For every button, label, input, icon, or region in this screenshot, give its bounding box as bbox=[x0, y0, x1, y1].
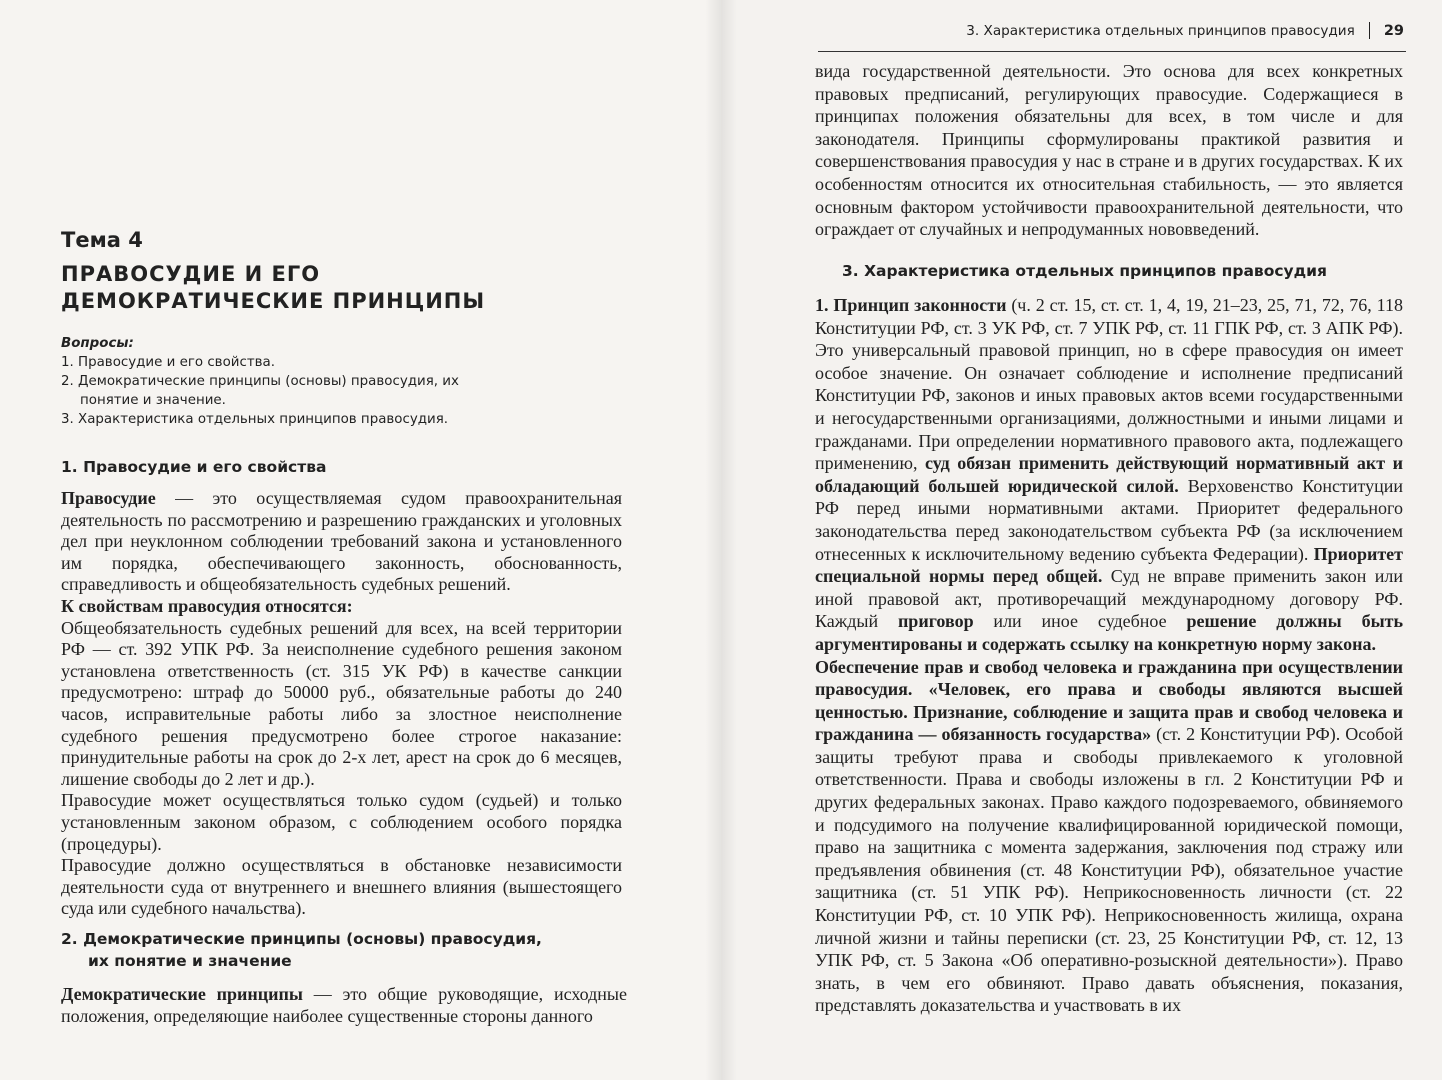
left-body-section-2 bbox=[61, 984, 627, 1027]
topic-label: Тема 4 bbox=[61, 228, 143, 252]
term-bold: Приоритет специальной нормы перед общей. bbox=[815, 543, 1403, 587]
page-number: 29 bbox=[1383, 22, 1404, 39]
right-body-section-3 bbox=[815, 294, 1403, 1017]
paragraph bbox=[815, 656, 1403, 1018]
term-bold: К свойствам правосудия относятся: bbox=[61, 595, 353, 616]
paragraph-text: Суд не вправе применить закон или иной правовой акт, противоречащий международному договору РФ. Каждый bbox=[815, 566, 1403, 632]
questions-label: Вопросы: bbox=[61, 336, 134, 351]
right-body-continuation bbox=[815, 60, 1403, 241]
paragraph-text: (ч. 2 ст. 15, ст. ст. 1, 4, 19, 21–23, 25, 71, 72, 76, 118 Конституции РФ, ст. 3 УК РФ, ст. 7 УПК РФ, ст. 11 ГПК РФ, ст. 3 АПК РФ). Это универсальный правовой принцип, но в сфере правосудия он имеет особое значение. Он означает соблюдение и исполнение предписаний Конституции РФ, законов и иных правовых актов всеми государственными и негосударственными организациями, должностными и иными лицами и гражданами. При определении нормативного правового акта, подлежащего применению, bbox=[815, 295, 1403, 474]
term-bold: приговор bbox=[897, 611, 974, 632]
questions-block bbox=[61, 334, 621, 429]
term-bold: суд обязан применить действующий нормативный акт и обладающий большей юридической силой. bbox=[815, 453, 1403, 496]
running-head-separator bbox=[1369, 22, 1370, 39]
question-item: 2. Демократические принципы (основы) правосудия, их понятие и значение. bbox=[61, 374, 459, 408]
term-bold: Обеспечение прав и свобод человека и гражданина при осуществлении правосудия. «Человек, его права и свободы являются высшей ценностью. Признание, соблюдение и защита прав и свобод человека и гражданина — обязанность государства» bbox=[815, 656, 1403, 745]
paragraph-text: Верховенство Конституции РФ перед иными нормативными актами. Приоритет федерального законодательства перед законодательством субъекта РФ (за исключением отнесенных к исключительному ведению субъекта Федерации). bbox=[815, 475, 1403, 564]
section-3-heading: 3. Характеристика отдельных принципов правосудия bbox=[842, 262, 1327, 280]
paragraph-text: или иное судебное bbox=[973, 611, 1187, 632]
section-2-heading-line2: их понятие и значение bbox=[88, 952, 292, 970]
running-head bbox=[966, 22, 1404, 39]
running-head-rule bbox=[818, 51, 1406, 52]
question-item: 1. Правосудие и его свойства. bbox=[61, 355, 275, 370]
running-head-title: 3. Характеристика отдельных принципов правосудия bbox=[966, 22, 1355, 39]
paragraph-text: — это осуществляемая судом правоохранительная деятельность по рассмотрению и разрешению гражданских и уголовных дел при неуклонном соблюдении требований закона и установленного им порядка, обеспечивающего законность, обоснованность, справедливость и общеобязательность судебных решений. bbox=[61, 488, 622, 595]
paragraph bbox=[815, 294, 1403, 656]
paragraph: вида государственной деятельности. Это основа для всех конкретных правовых предписаний, регулирующих правосудие. Содержащиеся в принципах положения обязательны для всех, в том числе и для законодателя. Принципы сформулированы практикой развития и совершенствования правосудия у нас в стране и в других государствах. К их особенностям относится их относительная стабильность, — это является основным фактором устойчивости правоохранительной деятельности, что ограждает от случайных и непродуманных нововведений. bbox=[815, 61, 1403, 240]
left-body-section-1 bbox=[61, 488, 622, 920]
term-bold: Демократические принципы bbox=[61, 984, 303, 1004]
paragraph-text: (ст. 2 Конституции РФ). Особой защиты требуют права и свободы привлекаемого к уголовной ответственности. Права и свободы изложены в гл. 2 Конституции РФ и других федеральных законах. Право каждого подозреваемого, обвиняемого и подсудимого на получение квалифицированной юридической помощи, право на защитника с момента задержания, заключения под стражу или предъявления обвинения (ст. 48 Конституции РФ), обязательное участие защитника (ст. 51 УПК РФ). Неприкосновенность личности (ст. 22 Конституции РФ, ст. 10 УПК РФ). Неприкосновенность жилища, охрана личной жизни и тайны переписки (ст. 23, 25 Конституции РФ, ст. 12, 13 УПК РФ, ст. 5 Закона «Об оперативно-розыскной деятельности»). Право знать, в чем его обвиняют. Право давать объяснения, показания, представлять доказательства и участвовать в их bbox=[815, 724, 1403, 1016]
term-bold: решение должны быть аргументированы и содержать ссылку на конкретную норму закона. bbox=[815, 611, 1403, 654]
paragraph bbox=[61, 596, 622, 618]
paragraph: Правосудие может осуществляться только судом (судьей) и только установленным законом образом, с соблюдением особого порядка (процедуры). bbox=[61, 790, 622, 854]
term-bold: 1. Принцип законности bbox=[815, 295, 1007, 315]
topic-title: ПРАВОСУДИЕ И ЕГО ДЕМОКРАТИЧЕСКИЕ ПРИНЦИПЫ bbox=[61, 262, 486, 313]
section-1-heading: 1. Правосудие и его свойства bbox=[61, 458, 327, 476]
paragraph bbox=[61, 488, 622, 596]
term-bold: Правосудие bbox=[61, 488, 156, 508]
section-2-heading-line1: 2. Демократические принципы (основы) правосудия, bbox=[61, 930, 542, 948]
paragraph: Общеобязательность судебных решений для всех, на всей территории РФ — ст. 392 УПК РФ. За неисполнение судебного решения законом установлена ответственность (ст. 315 УК РФ) в качестве санкции предусмотрено: штраф до 50000 руб., обязательные работы до 240 часов, исправительные работы либо за злостное неисполнение судебного решения предусмотрено более строгое наказание: принудительные работы на срок до 2-х лет, арест на срок до 6 месяцев, лишение свободы до 2 лет и др.). bbox=[61, 617, 622, 789]
question-item: 3. Характеристика отдельных принципов правосудия. bbox=[61, 412, 449, 427]
paragraph-text: — это общие руководящие, исходные положения, определяющие наиболее существенные стороны данного bbox=[61, 984, 628, 1026]
section-2-heading bbox=[61, 928, 542, 972]
book-gutter bbox=[705, 0, 737, 1080]
paragraph: Правосудие должно осуществляться в обстановке независимости деятельности суда от внутреннего и внешнего влияния (вышестоящего суда или судебного начальства). bbox=[61, 855, 622, 919]
paragraph bbox=[61, 984, 627, 1027]
